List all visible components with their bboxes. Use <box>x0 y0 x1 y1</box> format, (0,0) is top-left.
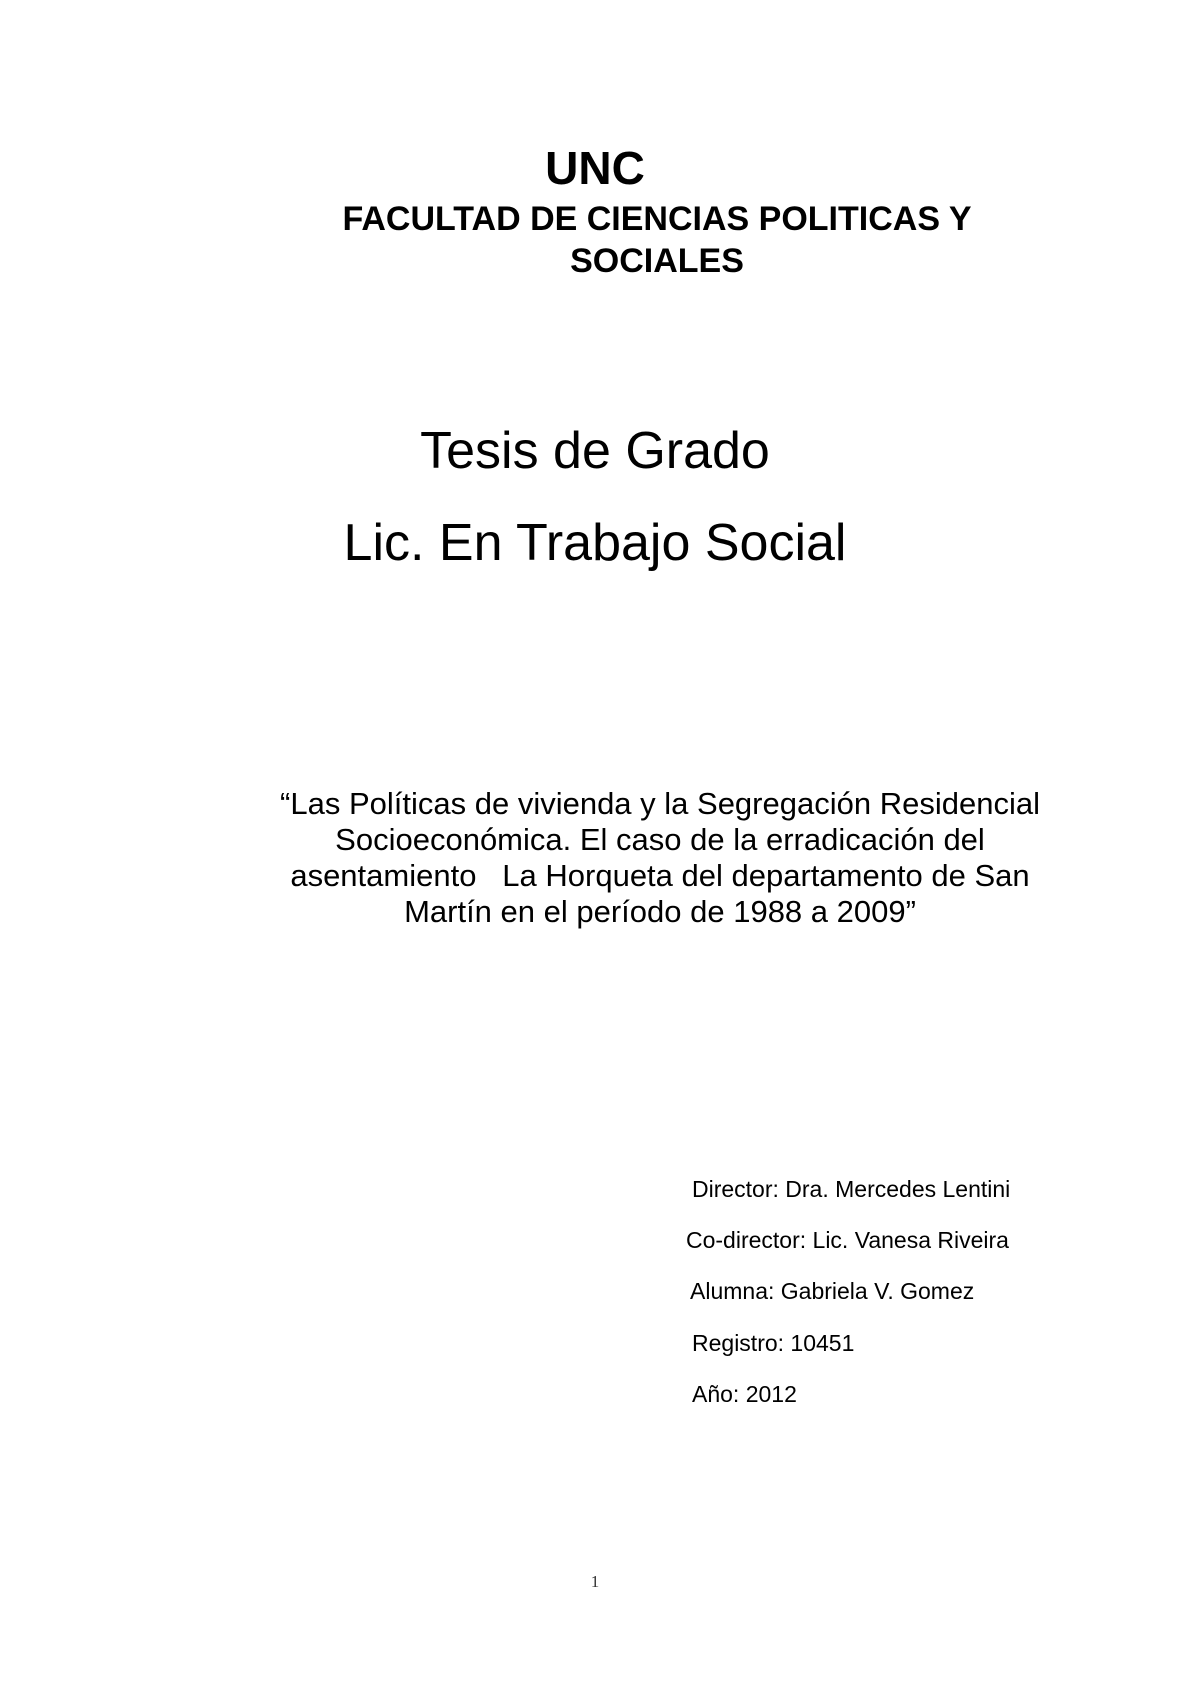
faculty-line: FACULTAD DE CIENCIAS POLITICAS Y <box>342 200 972 238</box>
thesis-title-line: “Las Políticas de vivienda y la Segregación Residencial <box>280 786 1040 821</box>
faculty-line: SOCIALES <box>570 242 744 280</box>
thesis-title-line: Socioeconómica. El caso de la erradicación del <box>335 822 985 857</box>
page-number: 1 <box>590 1572 600 1591</box>
thesis-title-line: asentamiento La Horqueta del departamento de San <box>290 858 1030 893</box>
university-name: UNC <box>545 142 645 194</box>
director-line: Director: Dra. Mercedes Lentini <box>692 1176 1011 1202</box>
faculty-name <box>160 198 1154 282</box>
co-director-line: Co-director: Lic. Vanesa Riveira <box>686 1227 1009 1253</box>
degree-name: Lic. En Trabajo Social <box>343 514 847 572</box>
student-line: Alumna: Gabriela V. Gomez <box>690 1278 975 1304</box>
thesis-title <box>210 786 1110 930</box>
registry-line: Registro: 10451 <box>692 1330 855 1356</box>
year-line: Año: 2012 <box>692 1381 797 1407</box>
thesis-title-line: Martín en el período de 1988 a 2009” <box>404 894 916 929</box>
thesis-type: Tesis de Grado <box>420 422 770 480</box>
